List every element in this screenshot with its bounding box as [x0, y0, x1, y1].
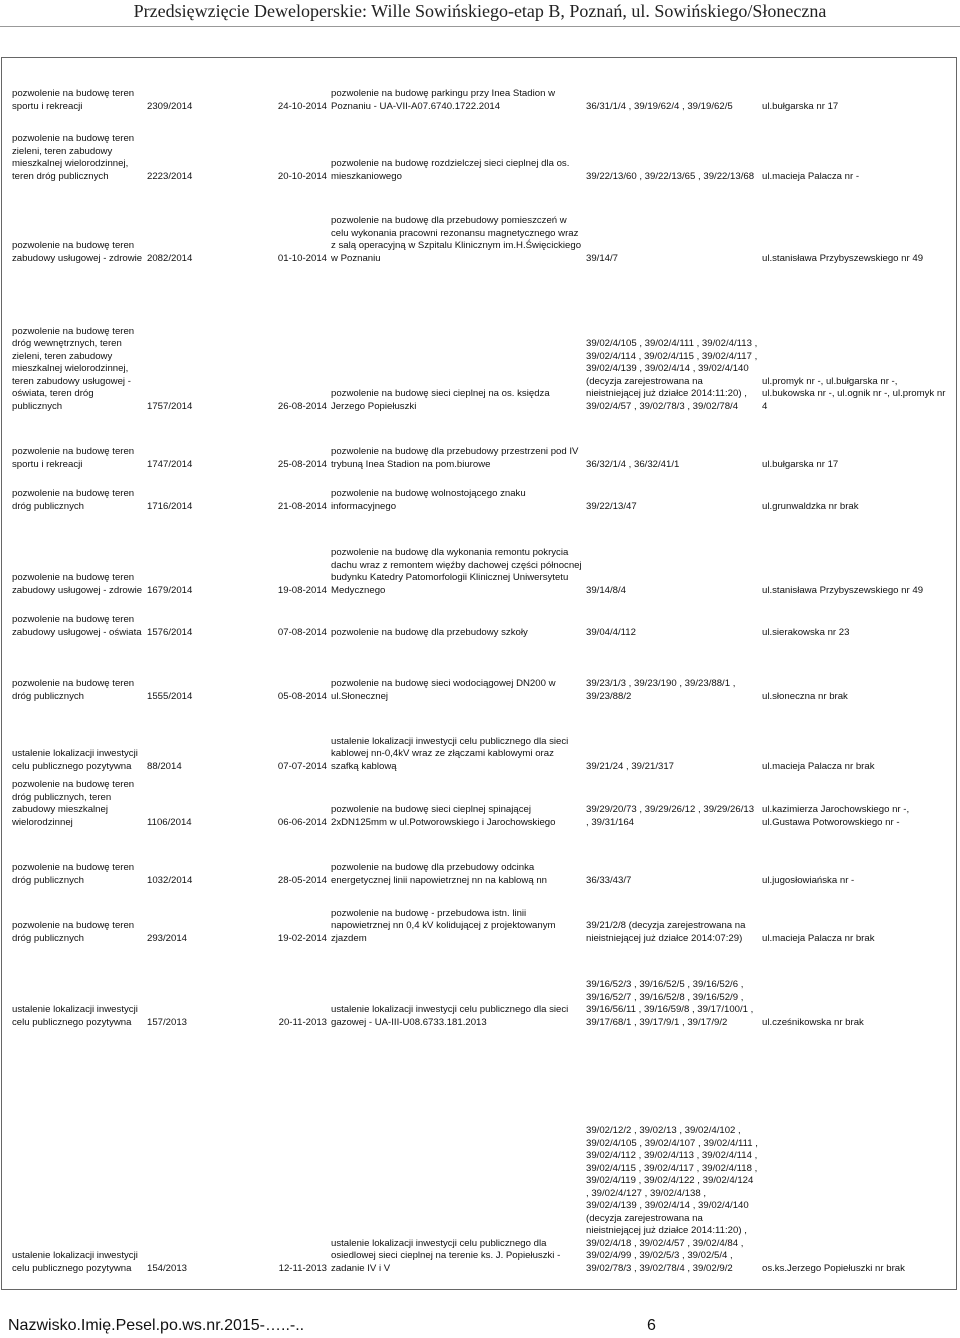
parcels-cell: 39/21/2/8 (decyzja zarejestrowana na nieistniejącej już działce 2014:07:29)	[586, 920, 746, 944]
decision-date-cell: 07-08-2014	[277, 626, 327, 638]
decision-date-cell: 07-07-2014	[277, 760, 327, 772]
permit-type-cell: ustalenie lokalizacji inwestycji celu publicznego pozytywna	[12, 1004, 138, 1028]
decision-date-cell: 06-06-2014	[277, 816, 327, 828]
description-cell: ustalenie lokalizacji inwestycji celu publicznego dla sieci kablowej nn-0,4kV wraz ze złączami kablowymi oraz szafką kablową	[331, 735, 569, 772]
parcels-cell: 39/16/52/3 , 39/16/52/5 , 39/16/52/6 , 39/16/52/7 , 39/16/52/8 , 39/16/52/9 , 39/16/56/11 , 39/16/59/8 , 39/17/100/1 , 39/17/68/1 , 39/17/9/1 , 39/17/9/2	[586, 979, 754, 1028]
table-row	[10, 113, 950, 183]
decision-date-cell: 01-10-2014	[277, 252, 327, 264]
description-cell: pozwolenie na budowę wolnostojącego znaku informacyjnego	[331, 488, 526, 512]
address-cell: ul.stanisława Przybyszewskiego nr 49	[762, 252, 924, 264]
permits-table-body	[10, 85, 950, 1275]
description-cell: ustalenie lokalizacji inwestycji celu publicznego dla sieci gazowej - UA-III-U08.6733.181.2013	[331, 1004, 569, 1028]
description-cell: ustalenie lokalizacji inwestycji celu publicznego dla osiedlowej sieci cieplnej na terenie ks. J. Popiełuszki - zadanie IV i V	[331, 1237, 561, 1274]
decision-date-cell: 19-02-2014	[277, 932, 327, 944]
address-cell: ul.bułgarska nr 17	[762, 100, 839, 112]
decision-date-cell: 21-08-2014	[277, 500, 327, 512]
table-row	[10, 773, 950, 829]
decision-number-cell: 1106/2014	[147, 816, 192, 828]
decision-number-cell: 1679/2014	[147, 584, 193, 596]
description-cell: pozwolenie na budowę sieci cieplnej spinającej 2xDN125mm w ul.Potworowskiego i Jarochowskiego	[331, 804, 556, 828]
decision-number-cell: 157/2013	[147, 1016, 188, 1028]
decision-number-cell: 2309/2014	[147, 100, 193, 112]
decision-date-cell: 12-11-2013	[278, 1262, 327, 1274]
parcels-cell: 39/23/1/3 , 39/23/190 , 39/23/88/1 , 39/23/88/2	[586, 678, 736, 702]
decision-date-cell: 24-10-2014	[277, 100, 327, 112]
decision-date-cell: 25-08-2014	[277, 458, 327, 470]
title-rule	[0, 26, 960, 27]
address-cell: ul.stanisława Przybyszewskiego nr 49	[762, 584, 924, 596]
permit-type-cell: ustalenie lokalizacji inwestycji celu publicznego pozytywna	[12, 748, 138, 772]
address-cell: ul.promyk nr -, ul.bułgarska nr -, ul.bukowska nr -, ul.ognik nr -, ul.promyk nr 4	[762, 375, 946, 412]
decision-number-cell: 2223/2014	[147, 170, 193, 182]
decision-number-cell: 1032/2014	[147, 874, 193, 886]
decision-date-cell: 19-08-2014	[277, 584, 327, 596]
parcels-cell: 39/02/12/2 , 39/02/13 , 39/02/4/102 , 39/02/4/105 , 39/02/4/107 , 39/02/4/111 , 39/02/4/112 , 39/02/4/113 , 39/02/4/114 , 39/02/4/115 , 39/02/4/117 , 39/02/4/118 , 39/02/4/119 , 39/02/4/122 , 39/02/4/124 , 39/02/4/127 , 39/02/4/138 , 39/02/4/139 , 39/02/4/14 , 39/02/4/140 (decyzja zarejestrowana na nieistniejącej już działce 2014:11:20) , 39/02/4/18 , 39/02/4/57 , 39/02/4/84 , 39/02/4/99 , 39/02/5/3 , 39/02/5/4 , 39/02/78/3 , 39/02/78/4 , 39/02/9/2	[586, 1125, 758, 1274]
description-cell: pozwolenie na budowę rozdzielczej sieci cieplnej dla os. mieszkaniowego	[331, 158, 570, 182]
address-cell: ul.jugosłowiańska nr -	[762, 874, 855, 886]
table-row	[10, 85, 950, 113]
page-number: 6	[647, 1317, 656, 1334]
address-cell: ul.sierakowska nr 23	[762, 626, 850, 638]
decision-number-cell: 1576/2014	[147, 626, 193, 638]
table-row	[10, 945, 950, 1029]
parcels-cell: 39/14/7	[586, 252, 619, 264]
decision-date-cell: 26-08-2014	[277, 400, 327, 412]
decision-date-cell: 05-08-2014	[277, 690, 327, 702]
address-cell: ul.cześnikowska nr brak	[762, 1016, 864, 1028]
parcels-cell: 36/33/43/7	[586, 874, 632, 886]
address-cell: ul.słoneczna nr brak	[762, 690, 848, 702]
permits-table	[10, 85, 950, 1275]
permit-type-cell: pozwolenie na budowę teren dróg publicznych	[12, 920, 135, 944]
address-cell: ul.grunwaldzka nr brak	[762, 500, 859, 512]
parcels-cell: 39/22/13/47	[586, 500, 637, 512]
permit-type-cell: pozwolenie na budowę teren dróg publicznych	[12, 862, 135, 886]
address-cell: os.ks.Jerzego Popiełuszki nr brak	[762, 1262, 905, 1274]
table-row	[10, 513, 950, 597]
description-cell: pozwolenie na budowę dla wykonania remontu pokrycia dachu wraz z remontem więźby dachowej części północnej budynku Katedry Patomorfologii Klinicznej Uniwersytetu Medycznego	[331, 547, 582, 596]
footer-document-id: Nazwisko.Imię.Pesel.po.ws.nr.2015-…..-..	[8, 1317, 305, 1334]
decision-number-cell: 1716/2014	[147, 500, 193, 512]
address-cell: ul.macieja Palacza nr brak	[762, 760, 875, 772]
parcels-cell: 39/21/24 , 39/21/317	[586, 760, 675, 772]
table-row	[10, 183, 950, 265]
table-row	[10, 639, 950, 703]
description-cell: pozwolenie na budowę sieci cieplnej na os. księdza Jerzego Popiełuszki	[331, 388, 550, 412]
address-cell: ul.kazimierza Jarochowskiego nr -, ul.Gustawa Potworowskiego nr -	[762, 804, 910, 828]
permit-type-cell: pozwolenie na budowę teren dróg wewnętrznych, teren zieleni, teren zabudowy mieszkalnej wielorodzinnej, teren zabudowy usługowej - oświata, teren dróg publicznych	[12, 325, 135, 412]
table-row	[10, 413, 950, 471]
description-cell: pozwolenie na budowę parkingu przy Inea Stadion w Poznaniu - UA-VII-A07.6740.1722.2014	[331, 88, 556, 112]
decision-number-cell: 1747/2014	[147, 458, 193, 470]
parcels-cell: 36/32/1/4 , 36/32/41/1	[586, 458, 680, 470]
decision-number-cell: 154/2013	[147, 1262, 188, 1274]
permit-type-cell: pozwolenie na budowę teren dróg publicznych	[12, 488, 135, 512]
parcels-cell: 39/14/8/4	[586, 584, 627, 596]
page-title: Przedsięwzięcie Deweloperskie: Wille Sowińskiego-etap B, Poznań, ul. Sowińskiego/Słoneczna	[133, 1, 827, 21]
table-row	[10, 703, 950, 773]
decision-number-cell: 293/2014	[147, 932, 188, 944]
address-cell: ul.macieja Palacza nr -	[762, 170, 860, 182]
decision-number-cell: 1555/2014	[147, 690, 193, 702]
permit-type-cell: pozwolenie na budowę teren zabudowy usługowej - zdrowie	[12, 572, 143, 596]
parcels-cell: 39/22/13/60 , 39/22/13/65 , 39/22/13/68	[586, 170, 755, 182]
decision-number-cell: 88/2014	[147, 760, 182, 772]
permit-type-cell: pozwolenie na budowę teren zieleni, teren zabudowy mieszkalnej wielorodzinnej, teren dróg publicznych	[12, 133, 135, 182]
decision-date-cell: 28-05-2014	[277, 874, 327, 886]
table-row	[10, 597, 950, 639]
parcels-cell: 39/02/4/105 , 39/02/4/111 , 39/02/4/113 , 39/02/4/114 , 39/02/4/115 , 39/02/4/117 , 39/02/4/139 , 39/02/4/14 , 39/02/4/140 (decyzja zarejestrowana na nieistniejącej już działce 2014:11:20) , 39/02/4/57 , 39/02/78/3 , 39/02/78/4	[586, 338, 758, 412]
description-cell: pozwolenie na budowę dla przebudowy odcinka energetycznej linii napowietrznej nn na kablową nn	[331, 862, 547, 886]
description-cell: pozwolenie na budowę sieci wodociągowej DN200 w ul.Słonecznej	[331, 678, 556, 702]
parcels-cell: 36/31/1/4 , 39/19/62/4 , 39/19/62/5	[586, 100, 733, 112]
permit-type-cell: pozwolenie na budowę teren zabudowy usługowej - oświata	[12, 614, 142, 638]
address-cell: ul.bułgarska nr 17	[762, 458, 839, 470]
table-row	[10, 829, 950, 887]
table-row	[10, 887, 950, 945]
description-cell: pozwolenie na budowę dla przebudowy przestrzeni pod IV trybuną Inea Stadion na pom.biurowe	[331, 446, 579, 470]
table-row	[10, 471, 950, 513]
permit-type-cell: pozwolenie na budowę teren sportu i rekreacji	[12, 446, 135, 470]
decision-number-cell: 2082/2014	[147, 252, 193, 264]
description-cell: pozwolenie na budowę - przebudowa istn. linii napowietrznej nn 0,4 kV kolidującej z projektowanym zjazdem	[331, 907, 556, 944]
parcels-cell: 39/04/4/112	[586, 626, 636, 638]
permit-type-cell: pozwolenie na budowę teren sportu i rekreacji	[12, 88, 135, 112]
table-row	[10, 265, 950, 413]
decision-date-cell: 20-11-2013	[278, 1016, 327, 1028]
permit-type-cell: pozwolenie na budowę teren zabudowy usługowej - zdrowie	[12, 240, 143, 264]
permit-type-cell: ustalenie lokalizacji inwestycji celu publicznego pozytywna	[12, 1250, 138, 1274]
description-cell: pozwolenie na budowę dla przebudowy pomieszczeń w celu wykonania pracowni rezonansu magnetycznego wraz z salą operacyjną w Szpitalu Klinicznym im.H.Święcickiego w Poznaniu	[331, 215, 582, 264]
parcels-cell: 39/29/20/73 , 39/29/26/12 , 39/29/26/13 , 39/31/164	[586, 804, 755, 828]
permit-type-cell: pozwolenie na budowę teren dróg publicznych, teren zabudowy mieszkalnej wielorodzinnej	[12, 779, 135, 828]
decision-number-cell: 1757/2014	[147, 400, 193, 412]
decision-date-cell: 20-10-2014	[277, 170, 327, 182]
table-row	[10, 1029, 950, 1275]
permit-type-cell: pozwolenie na budowę teren dróg publicznych	[12, 678, 135, 702]
address-cell: ul.macieja Palacza nr brak	[762, 932, 875, 944]
description-cell: pozwolenie na budowę dla przebudowy szkoły	[331, 626, 528, 638]
